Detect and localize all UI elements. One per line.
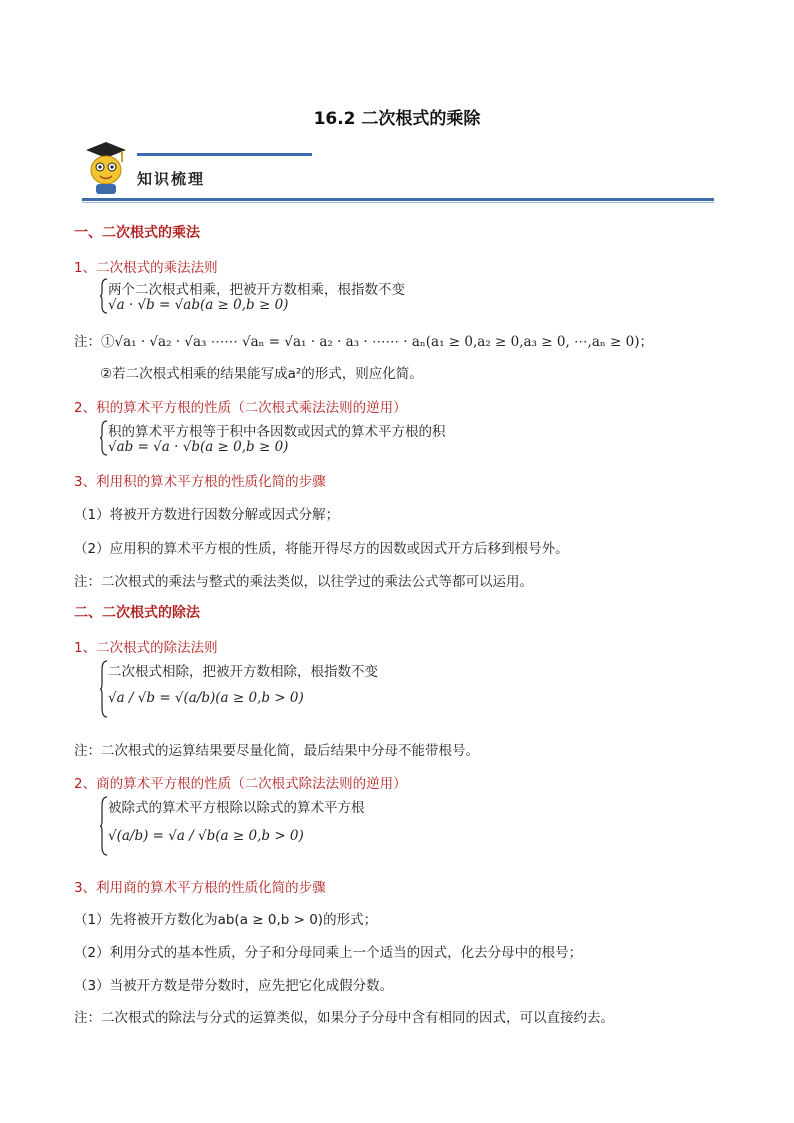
subheading-multiplication-rule: 1、二次根式的乘法法则: [74, 260, 218, 276]
division-step-1: （1）先将被开方数化为ab(a ≥ 0,b > 0)的形式；: [74, 912, 378, 928]
banner-rule-bottom: [82, 198, 714, 201]
subheading-product-root-property: 2、积的算术平方根的性质（二次根式乘法法则的逆用）: [74, 400, 407, 416]
brace-icon: [100, 278, 108, 314]
subheading-product-simplify-steps: 3、利用积的算术平方根的性质化简的步骤: [74, 474, 326, 490]
property-text: 积的算术平方根等于积中各因数或因式的算术平方根的积: [108, 424, 446, 440]
banner-rule-bottom-thin: [82, 202, 714, 203]
note-division: 注：二次根式的除法与分式的运算类似，如果分子分母中含有相同的因式，可以直接约去。: [74, 1010, 614, 1026]
division-step-2: （2）利用分式的基本性质，分子和分母同乘上一个适当的因式，化去分母中的根号；: [74, 945, 583, 961]
subheading-division-rule: 1、二次根式的除法法则: [74, 640, 218, 656]
brace-icon: [100, 660, 108, 718]
step-2: （2）应用积的算术平方根的性质，将能开得尽方的因数或因式开方后移到根号外。: [74, 541, 569, 557]
division-rule-formula: √a / √b = √(a/b)(a ≥ 0,b > 0): [108, 690, 304, 706]
section-banner: [72, 140, 722, 206]
note-multiplication: 注：二次根式的乘法与整式的乘法类似，以往学过的乘法公式等都可以运用。: [74, 574, 533, 590]
subheading-quotient-simplify-steps: 3、利用商的算术平方根的性质化简的步骤: [74, 880, 326, 896]
brace-icon: [100, 420, 108, 456]
rule-formula: √a · √b = √ab(a ≥ 0,b ≥ 0): [108, 297, 289, 313]
rule-text: 两个二次根式相乘，把被开方数相乘，根指数不变: [108, 282, 405, 298]
quotient-text: 被除式的算术平方根除以除式的算术平方根: [108, 800, 365, 816]
section-heading-division: 二、二次根式的除法: [74, 605, 200, 621]
division-rule-text: 二次根式相除，把被开方数相除，根指数不变: [108, 664, 378, 680]
note-division-simplify: 注：二次根式的运算结果要尽量化简，最后结果中分母不能带根号。: [74, 743, 479, 759]
step-1: （1）将被开方数进行因数分解或因式分解；: [74, 507, 340, 523]
banner-label: 知识梳理: [137, 170, 206, 188]
banner-rule-top: [137, 153, 312, 156]
property-formula: √ab = √a · √b(a ≥ 0,b ≥ 0): [108, 439, 289, 455]
section-heading-multiplication: 一、二次根式的乘法: [74, 225, 200, 241]
quotient-formula: √(a/b) = √a / √b(a ≥ 0,b > 0): [108, 828, 304, 844]
brace-icon: [100, 796, 108, 856]
note-general-product: 注：①√a₁ · √a₂ · √a₃ ⋯⋯ √aₙ = √a₁ · a₂ · a₃ · ⋯⋯ · aₙ(a₁ ≥ 0,a₂ ≥ 0,a₃ ≥ 0, ⋯,aₙ ≥ 0)；: [74, 334, 653, 350]
subheading-quotient-root-property: 2、商的算术平方根的性质（二次根式除法法则的逆用）: [74, 776, 407, 792]
division-step-3: （3）当被开方数是带分数时，应先把它化成假分数。: [74, 978, 394, 994]
mascot-icon: [80, 140, 130, 196]
page-title: 16.2 二次根式的乘除: [313, 109, 481, 129]
note-simplify-square: ②若二次根式相乘的结果能写成a²的形式，则应化简。: [100, 366, 423, 382]
